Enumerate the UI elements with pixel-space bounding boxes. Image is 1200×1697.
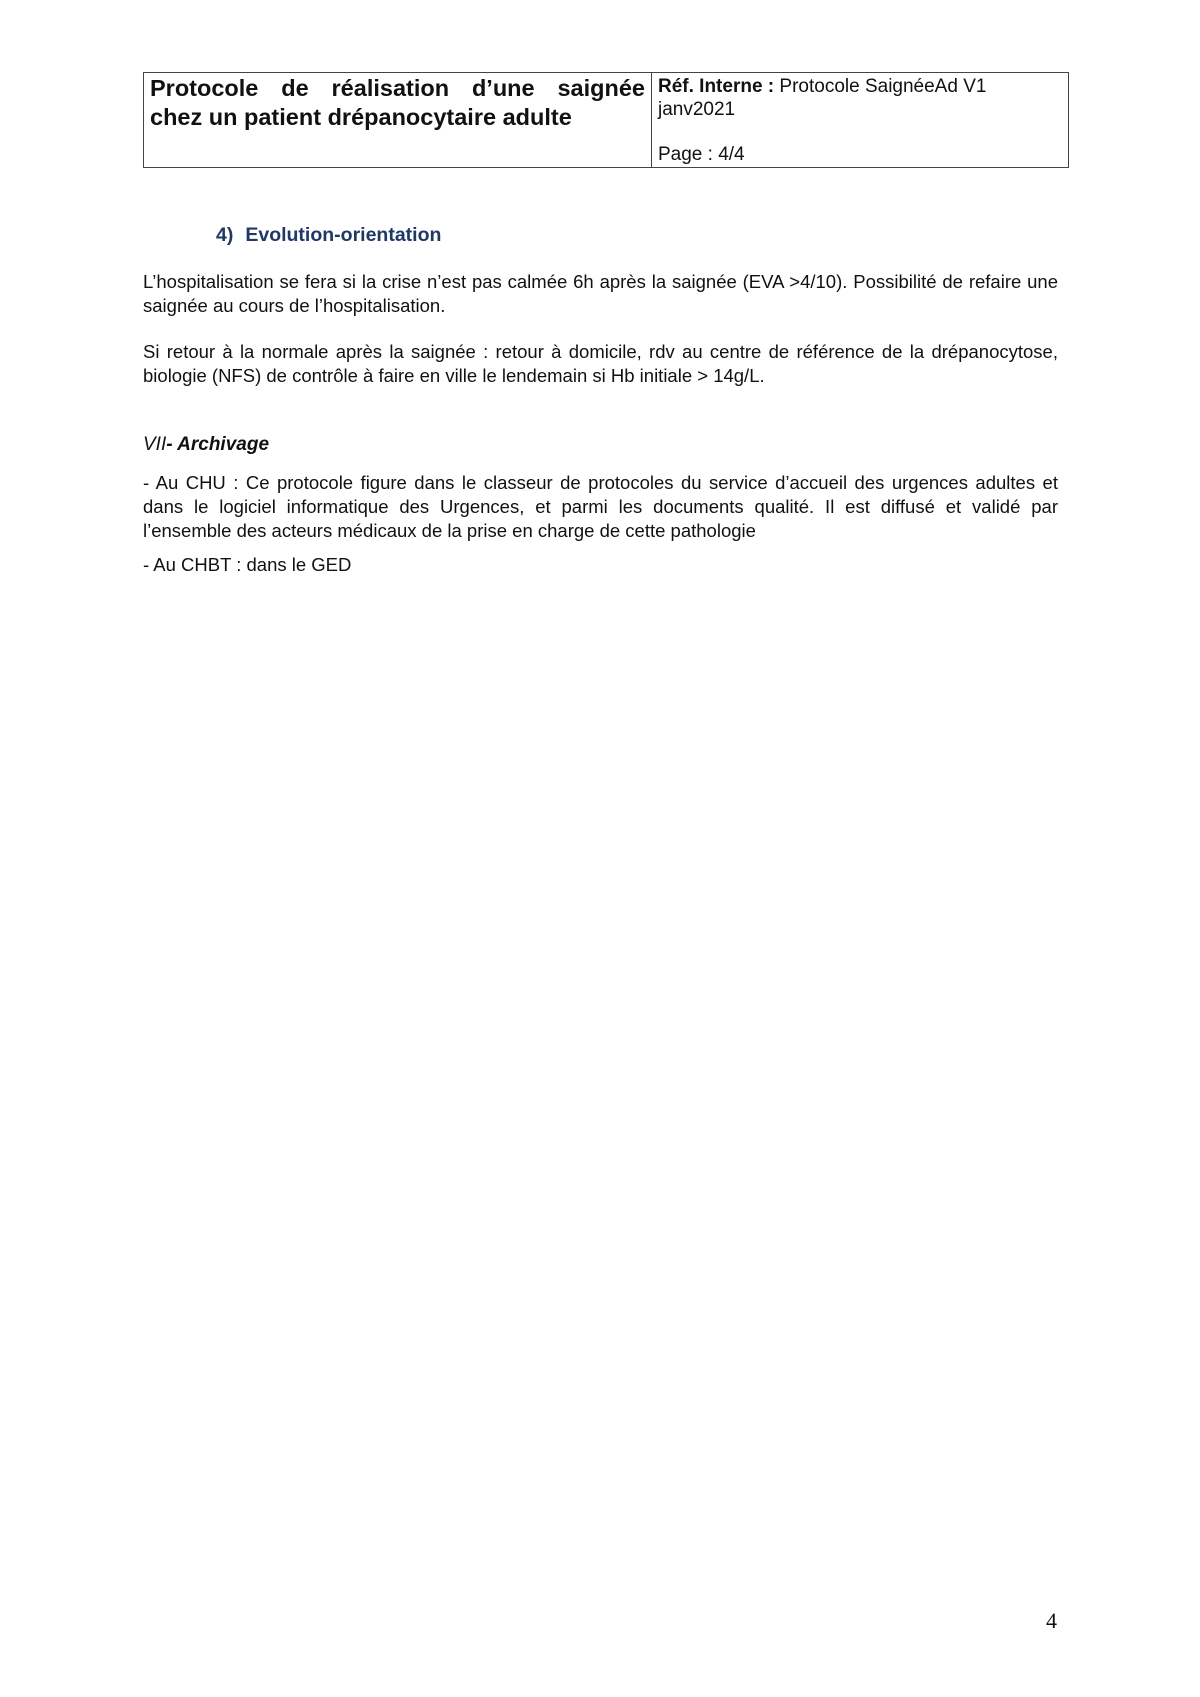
page-indicator: Page : 4/4 <box>658 144 745 165</box>
section-number: 4) <box>216 224 234 246</box>
section-heading-evolution <box>216 224 441 247</box>
archivage-title: - Archivage <box>166 434 270 455</box>
document-title-line-1: Protocole de réalisation d’une saignée <box>150 75 645 101</box>
archivage-chbt-paragraph: - Au CHBT : dans le GED <box>143 554 352 575</box>
reference-label: Réf. Interne : <box>658 76 775 97</box>
page-number: 4 <box>1046 1608 1057 1633</box>
reference-line <box>658 75 1062 98</box>
archivage-chu-paragraph: - Au CHU : Ce protocole figure dans le classeur de protocoles du service d’accueil des urgences adultes et dans le logiciel informatique des Urgences, et parmi les documents qualité. Il est diffusé et validé par l’ensemble des acteurs médicaux de la prise en charge de cette pathologie <box>143 472 1058 541</box>
section-title: Evolution-orientation <box>245 224 442 246</box>
archivage-roman-numeral: VII <box>143 434 167 455</box>
archivage-heading <box>143 434 269 456</box>
document-header-table <box>143 72 1069 168</box>
document-title-line-2: chez un patient drépanocytaire adulte <box>150 104 572 130</box>
document-title-cell <box>144 73 652 167</box>
reference-value: Protocole SaignéeAd V1 <box>774 76 987 97</box>
reference-date: janv2021 <box>658 99 736 120</box>
return-home-paragraph: Si retour à la normale après la saignée : retour à domicile, rdv au centre de référence de la drépanocytose, biologie (NFS) de contrôle à faire en ville le lendemain si Hb initiale > 14g/L. <box>143 341 1058 386</box>
hospitalisation-paragraph: L’hospitalisation se fera si la crise n’est pas calmée 6h après la saignée (EVA >4/10). Possibilité de refaire une saignée au cours de l’hospitalisation. <box>143 271 1058 316</box>
document-reference-cell <box>652 73 1068 167</box>
